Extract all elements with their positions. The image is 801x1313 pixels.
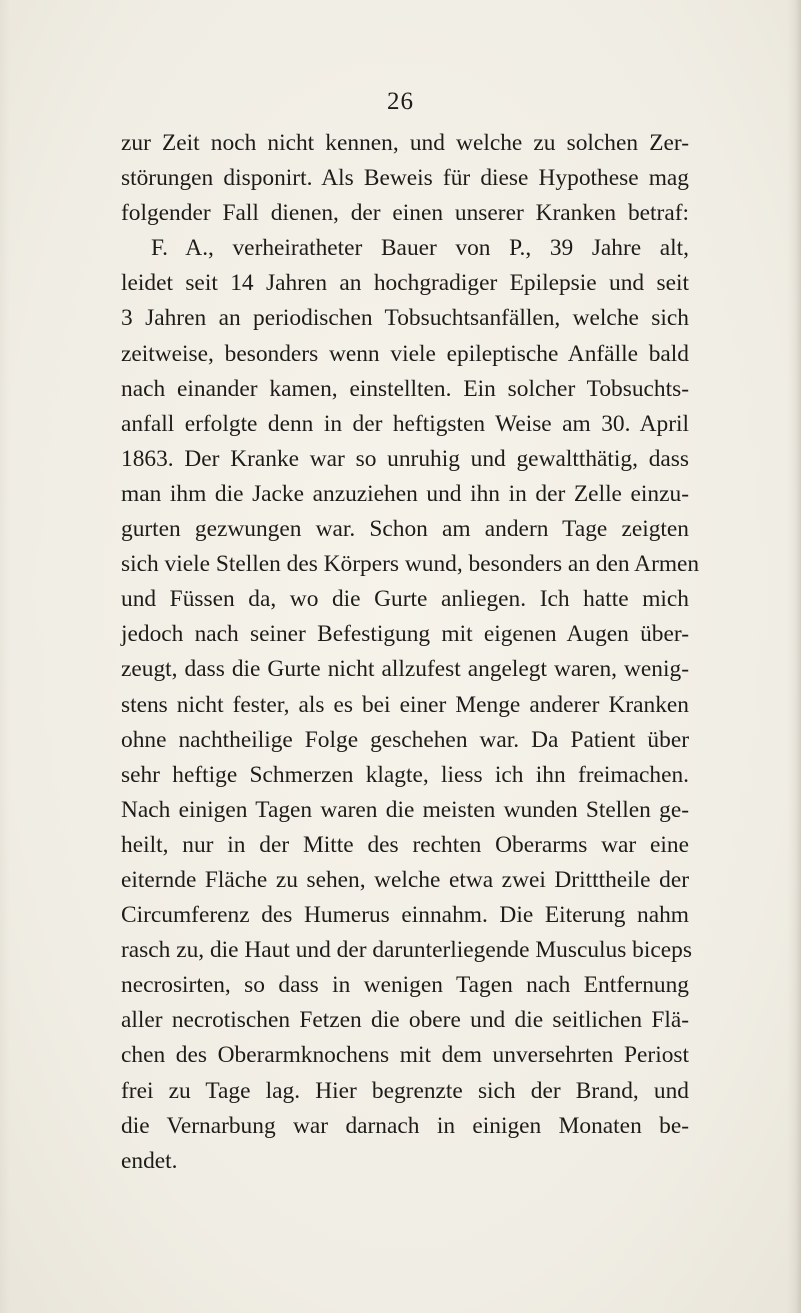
text-line: nach einander kamen, einstellten. Ein solcher Tobsuchts- <box>121 375 689 402</box>
text-line: anfall erfolgte denn in der heftigsten Weise am 30. April <box>121 410 689 437</box>
text-line-last: endet. <box>121 1147 178 1174</box>
text-line: leidet seit 14 Jahren an hochgradiger Epilepsie und seit <box>121 270 689 297</box>
text-line: gurten gezwungen war. Schon am andern Tage zeigten <box>121 516 689 543</box>
text-line: die Vernarbung war darnach in einigen Monaten be- <box>121 1112 689 1139</box>
text-line: aller necrotischen Fetzen die obere und die seitlichen Flä- <box>121 1007 689 1034</box>
text-line: Circumferenz des Humerus einnahm. Die Eiterung nahm <box>121 902 689 929</box>
text-line: heilt, nur in der Mitte des rechten Oberarms war eine <box>121 831 689 858</box>
text-line: man ihm die Jacke anzuziehen und ihn in der Zelle einzu- <box>121 480 689 507</box>
body-text <box>121 126 700 1179</box>
text-line-paragraph-start: F. A., verheiratheter Bauer von P., 39 Jahre alt, <box>151 235 689 262</box>
text-line: störungen disponirt. Als Beweis für diese Hypothese mag <box>121 165 689 192</box>
text-line: jedoch nach seiner Befestigung mit eigenen Augen über- <box>121 621 689 648</box>
text-line: stens nicht fester, als es bei einer Menge anderer Kranken <box>121 691 689 718</box>
text-line: zeitweise, besonders wenn viele epileptische Anfälle bald <box>121 340 689 367</box>
text-line: 3 Jahren an periodischen Tobsuchtsanfällen, welche sich <box>121 305 689 332</box>
text-line: 1863. Der Kranke war so unruhig und gewaltthätig, dass <box>121 445 689 472</box>
text-line: Nach einigen Tagen waren die meisten wunden Stellen ge- <box>121 796 689 823</box>
page-right-edge-shadow <box>787 0 801 1313</box>
text-line: rasch zu, die Haut und der darunterliegende Musculus biceps <box>121 937 692 964</box>
text-line: zeugt, dass die Gurte nicht allzufest angelegt waren, wenig- <box>121 656 689 683</box>
page-left-edge-shadow <box>0 0 10 1313</box>
text-line: ohne nachtheilige Folge geschehen war. Da Patient über <box>121 726 689 753</box>
text-line: chen des Oberarmknochens mit dem unversehrten Periost <box>121 1042 689 1069</box>
text-line: sehr heftige Schmerzen klagte, liess ich ihn freimachen. <box>121 761 689 788</box>
page-number: 26 <box>387 88 414 115</box>
text-line: necrosirten, so dass in wenigen Tagen nach Entfernung <box>121 972 689 999</box>
text-line: zur Zeit noch nicht kennen, und welche zu solchen Zer- <box>121 130 689 156</box>
text-line: eiternde Fläche zu sehen, welche etwa zwei Dritttheile der <box>121 866 689 893</box>
text-line: sich viele Stellen des Körpers wund, besonders an den Armen <box>121 551 700 578</box>
text-line: frei zu Tage lag. Hier begrenzte sich der Brand, und <box>121 1077 689 1104</box>
text-line: folgender Fall dienen, der einen unserer Kranken betraf: <box>121 200 689 227</box>
text-line: und Füssen da, wo die Gurte anliegen. Ich hatte mich <box>121 586 689 613</box>
